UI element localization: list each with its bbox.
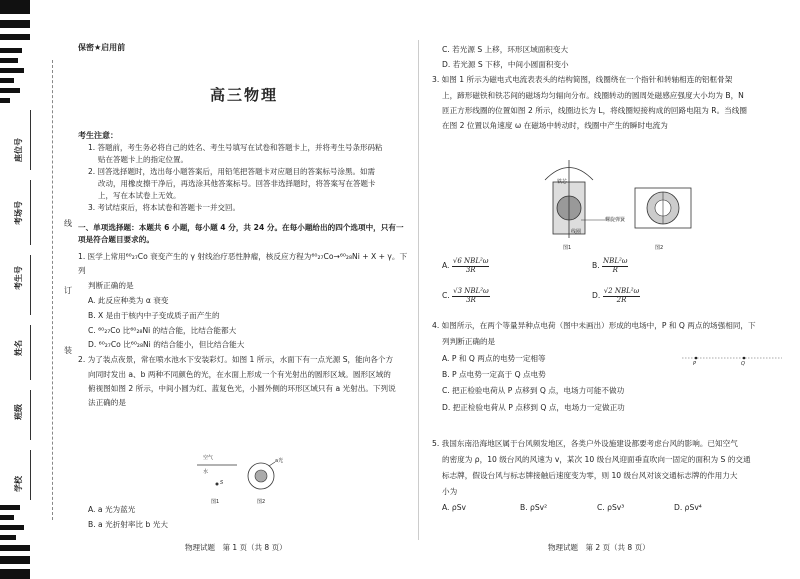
q3-stem: 3. 如图 1 所示为磁电式电流表表头的结构简图，线圈绕在一个指针和转轴相连的铝框骨架 <box>432 75 733 85</box>
q2-stem-cont: 法正确的是 <box>88 398 126 408</box>
q5-option-c: C. ρSv³ <box>597 502 625 512</box>
q2-s-label: S <box>220 480 224 486</box>
q5-option-d: D. ρSv⁴ <box>674 502 702 512</box>
q1-option-a: A. 此反应种类为 α 衰变 <box>88 295 169 305</box>
q2-water-label: 水 <box>203 469 209 475</box>
q4-option-c: C. 把正检验电荷从 P 点移到 Q 点，电场力可能不做功 <box>442 386 625 396</box>
q1-option-d: D. ⁶⁰₂₇Co 比⁶⁰₂₈Ni 的结合能小，但比结合能大 <box>88 340 245 350</box>
notice-item: 改动，用橡皮擦干净后，再选涂其他答案标号。回答非选择题时，将答案写在答题卡 <box>98 179 376 189</box>
q3-figure <box>535 150 705 255</box>
q5-option-b: B. ρSv² <box>520 502 548 512</box>
q3-coil-label: 线圈 <box>571 229 582 235</box>
footer-left: 物理试题 第 1 页（共 8 页） <box>185 543 287 552</box>
q3-option-b: B. $\frac{\text{NBL²ω}}{R}$ <box>592 257 628 274</box>
ding-mark: 订 <box>64 286 72 295</box>
q4-option-b: B. P 点电势一定高于 Q 点电势 <box>442 369 546 379</box>
q5-stem-cont: 标志牌，假设台风与标志牌接触后速度变为零，则 10 级台风对该交通标志牌的作用力大 <box>442 470 738 480</box>
notice-item: 上，写在本试卷上无效。 <box>98 191 181 201</box>
q3-option-d: D. $\frac{\text{√2 NBL²ω}}{2R}$ <box>592 287 640 304</box>
q3-fig1-caption: 图1 <box>563 245 572 251</box>
q2-air-label: 空气 <box>203 455 214 461</box>
exam-no-label: 考场号 <box>14 201 23 225</box>
q2-light-label: a光 <box>275 458 284 464</box>
q2-option-c: C. 若光源 S 上移，环形区域面积变大 <box>442 45 569 54</box>
q2-figure <box>195 452 305 510</box>
q1-stem: 1. 医学上常用⁶⁰₂₇Co 衰变产生的 γ 射线治疗恶性肿瘤，核反应方程为⁶⁰₂₇Co→⁶⁰₂₈Ni + X + γ。下列 <box>78 251 408 276</box>
question-1 <box>78 250 410 354</box>
q3-spring-label: 螺旋弹簧 <box>605 217 626 223</box>
candidate-no-label: 考生号 <box>14 266 23 290</box>
q2-stem: 2. 为了装点夜景，常在喷水池水下安装彩灯。如图 1 所示，水面下有一点光源 S，能向各个方 <box>78 355 394 365</box>
left-column <box>78 42 410 411</box>
q2-stem-cont: 向同时发出 a、b 两种不同颜色的光，在水面上形成一个有光射出的圆形区域。圆形区域的 <box>88 369 391 379</box>
q3-iron-label: 铁芯 <box>557 179 568 185</box>
seat-label: 座位号 <box>14 138 23 162</box>
q4-stem: 4. 如图所示，在两个等量异种点电荷（图中未画出）形成的电场中，P 和 Q 两点的场强相同，下 <box>432 321 756 330</box>
q2-stem-cont: 俯视图如图 2 所示，中间小圆为红、蓝复色光，小圆外侧的环形区域只有 a 光射出。下列说 <box>88 383 396 393</box>
q3-option-a: A. $\frac{\text{√6 NBL²ω}}{3R}$ <box>442 257 489 274</box>
q4-p-label: P <box>693 361 697 367</box>
notice-item: 贴在答题卡上的指定位置。 <box>98 155 188 165</box>
q2-options-left <box>88 502 168 532</box>
q3-fig2-caption: 图2 <box>655 245 664 251</box>
notice-list <box>78 142 410 214</box>
q3-option-c: C. $\frac{\text{√3 NBL²ω}}{3R}$ <box>442 287 489 304</box>
footer-right: 物理试题 第 2 页（共 8 页） <box>548 543 650 552</box>
q4-diagram <box>682 352 787 372</box>
question-5 <box>432 436 784 516</box>
q5-stem-cont: 的密度为 ρ，10 级台风的风速为 v，某次 10 级台风迎面垂直吹向一固定的面积为 S 的交通 <box>442 454 751 464</box>
line-mark: 线 <box>64 219 72 228</box>
q1-option-b: B. X 是由于核内中子变成质子而产生的 <box>88 310 220 320</box>
school-label: 学校 <box>14 476 23 492</box>
q2-fig2-caption: 图2 <box>257 499 266 505</box>
q1-stem-cont: 判断正确的是 <box>88 281 134 291</box>
q2-option-a: A. a 光为蓝光 <box>88 505 136 514</box>
question-2 <box>78 353 410 411</box>
right-column <box>432 42 784 133</box>
question-3 <box>432 72 784 133</box>
class-label: 班级 <box>14 404 23 420</box>
q4-figure <box>682 352 787 372</box>
zhuang-mark: 装 <box>64 346 72 355</box>
q2-option-b: B. a 光折射率比 b 光大 <box>88 520 168 530</box>
notice-item: 2. 回答选择题时，选出每小题答案后，用铅笔把答题卡对应题目的答案标号涂黑。如需 <box>88 167 376 177</box>
secret-label: 保密★启用前 <box>78 43 126 52</box>
q5-options <box>432 500 784 516</box>
notice-item: 3. 考试结束后，将本试卷和答题卡一并交回。 <box>88 203 241 213</box>
q1-option-c: C. ⁶⁰₂₇Co 比⁶⁰₂₈Ni 的结合能，比结合能都大 <box>88 325 237 335</box>
q4-option-a: A. P 和 Q 两点的电势一定相等 <box>442 353 546 363</box>
q3-diagram <box>535 150 705 255</box>
page-title: 高三物理 <box>209 86 278 105</box>
section-heading: 一、单项选择题：本题共 6 小题，每小题 4 分，共 24 分。在每小题给出的四个选项中，只有一 <box>78 223 404 233</box>
q5-option-a: A. ρSv <box>442 502 467 512</box>
q2-option-d: D. 若光源 S 下移，中间小圆面积变小 <box>442 60 569 70</box>
column-divider <box>418 40 419 540</box>
section-heading-cont: 项是符合题目要求的。 <box>78 234 154 244</box>
q2-fig1-caption: 图1 <box>211 499 220 505</box>
q3-stem-cont: 在图 2 位置以角速度 ω 在磁场中转动时，线圈中产生的瞬时电流为 <box>442 120 668 130</box>
name-label: 姓名 <box>14 340 23 356</box>
q4-stem-cont: 列判断正确的是 <box>442 337 496 347</box>
q5-stem: 5. 我国东南沿海地区属于台风频发地区，各类户外设施建设都要考虑台风的影响。已知空气 <box>432 439 738 448</box>
q5-stem-cont: 小为 <box>442 486 458 496</box>
notice-item: 1. 答题前，考生务必将自己的姓名、考生号填写在试卷和答题卡上，并将考生号条形码粘 <box>88 143 383 153</box>
q4-option-d: D. 把正检验电荷从 P 点移到 Q 点，电场力一定做正功 <box>442 402 625 412</box>
notice-heading: 考生注意： <box>78 130 118 140</box>
q4-q-label: Q <box>741 361 745 367</box>
q3-stem-cont: 匝正方形线圈的位置如图 2 所示，线圈边长为 L，将线圈短接构成的回路电阻为 R。当线圈 <box>442 105 747 115</box>
q3-stem-cont: 上，蹄形磁铁和铁芯间的磁场均匀辐向分布。线圈转动的圆周处磁感应强度大小均为 B，N <box>442 90 744 100</box>
